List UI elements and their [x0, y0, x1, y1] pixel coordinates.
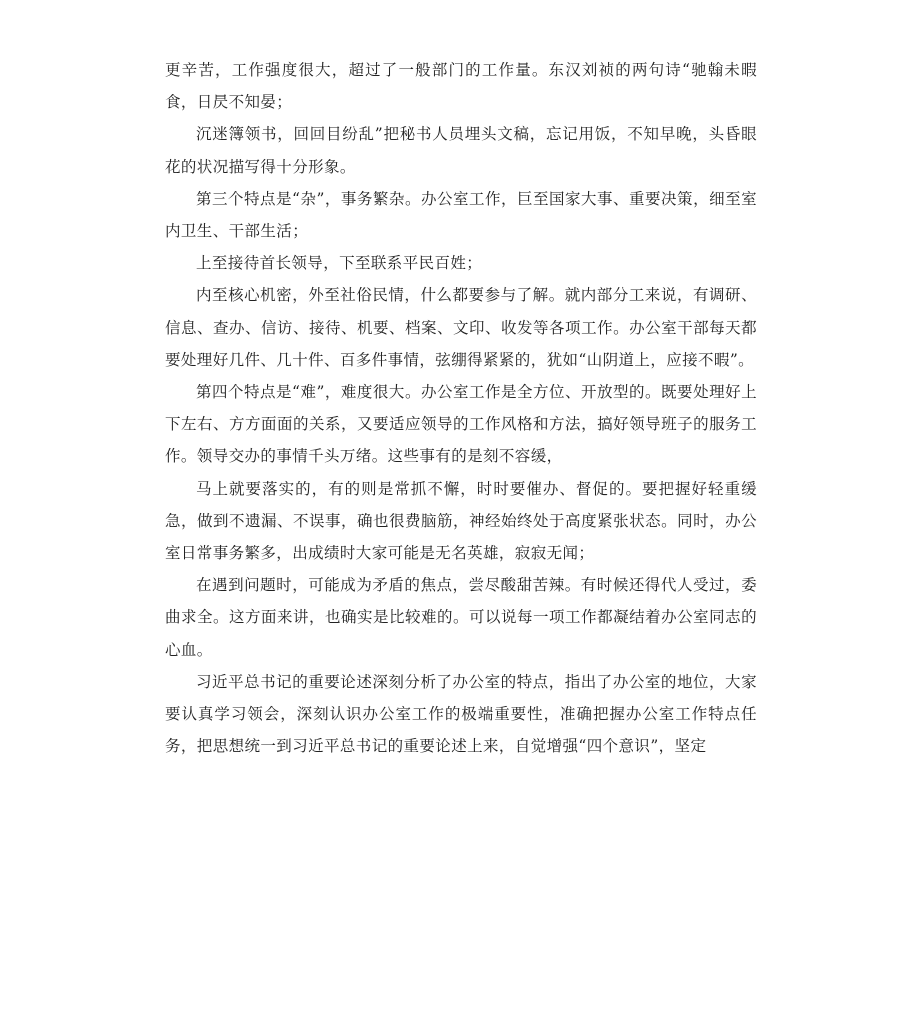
paragraph-1: 更辛苦，工作强度很大，超过了一般部门的工作量。东汉刘祯的两句诗“驰翰未暇食，日昃不知晏； — [165, 61, 757, 112]
paragraph-4: 上至接待首长领导，下至联系平民百姓； — [196, 254, 483, 273]
paragraph-7: 马上就要落实的，有的则是常抓不懈，时时要催办、督促的。要把握好轻重缓急，做到不遗漏、不误事，确也很费脑筋，神经始终处于高度紧张状态。同时，办公室日常事务繁多，出成绩时大家可能是无名英雄，寂寂无闻； — [165, 479, 757, 563]
paragraph-2: 沉迷簿领书，回回目纷乱”把秘书人员埋头文稿，忘记用饭，不知早晚，头昏眼花的状况描写得十分形象。 — [165, 125, 757, 176]
document-page — [165, 54, 757, 762]
paragraph-5: 内至核心机密，外至社俗民情，什么都要参与了解。就内部分工来说，有调研、信息、查办、信访、接待、机要、档案、文印、收发等各项工作。办公室干部每天都要处理好几件、几十件、百多件事情，弦绷得紧紧的，犹如“山阴道上，应接不暇”。 — [165, 286, 757, 369]
paragraph-6: 第四个特点是“难”，难度很大。办公室工作是全方位、开放型的。既要处理好上下左右、方方面面的关系，又要适应领导的工作风格和方法，搞好领导班子的服务工作。领导交办的事情千头万绪。这些事有的是刻不容缓， — [165, 383, 757, 466]
paragraph-8: 在遇到问题时，可能成为矛盾的焦点，尝尽酸甜苦辣。有时候还得代人受过，委曲求全。这方面来讲，也确实是比较难的。可以说每一项工作都凝结着办公室同志的心血。 — [165, 576, 757, 659]
paragraph-9: 习近平总书记的重要论述深刻分析了办公室的特点，指出了办公室的地位，大家要认真学习领会，深刻认识办公室工作的极端重要性，准确把握办公室工作特点任务，把思想统一到习近平总书记的重要论述上来，自觉增强“四个意识”，坚定 — [165, 672, 757, 756]
paragraph-3: 第三个特点是“杂”，事务繁杂。办公室工作，巨至国家大事、重要决策，细至室内卫生、干部生活； — [165, 189, 757, 241]
